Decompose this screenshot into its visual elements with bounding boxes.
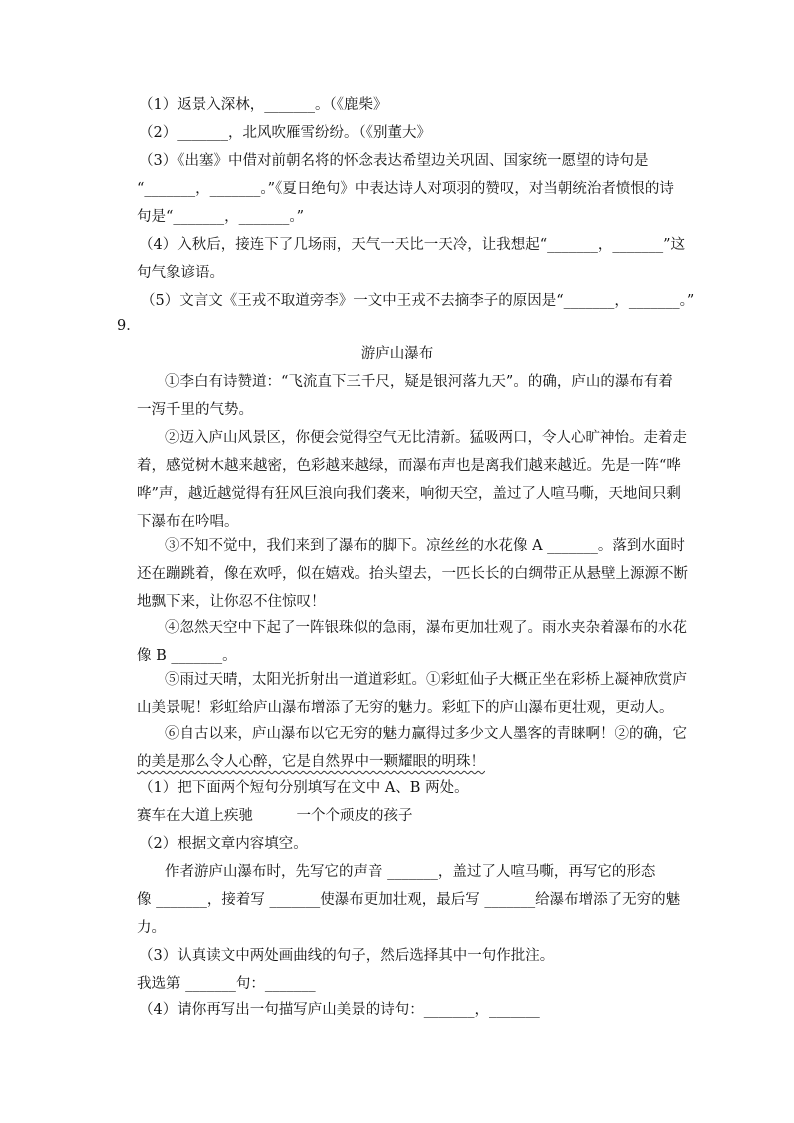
q8-item-3-line-2: “_______，_______。”《夏日绝句》中表达诗人对项羽的赞叹，对当朝统治者愤恨的诗 [137,181,674,197]
paragraph-1-line-1: ①李白有诗赞道：“飞流直下三千尺，疑是银河落九天”。的确，庐山的瀑布有着 [165,374,673,390]
q8-item-2: （2）_______，北风吹雁雪纷纷。（《别董大》 [139,125,431,141]
paragraph-3-line-2: 还在蹦跳着，像在欢呼，似在嬉戏。抬头望去，一匹长长的白绸带正从悬壁上源源不断 [137,566,688,582]
paragraph-2-line-4: 下瀑布在吟唱。 [137,514,239,530]
paragraph-2-line-1: ②迈入庐山风景区，你便会觉得空气无比清新。猛吸两口，令人心旷神怡。走着走 [165,430,687,446]
sub-question-2-line-3: 力。 [137,920,166,936]
sub-question-4: （4）请你再写出一句描写庐山美景的诗句：_______，_______ [139,1002,540,1018]
paragraph-4-line-2: 像 B _______。 [137,648,237,664]
sub-question-2-line-1: 作者游庐山瀑布时，先写它的声音 _______，盖过了人喧马嘶，再写它的形态 [165,864,656,880]
passage-title: 游庐山瀑布 [360,346,434,362]
q8-item-3-line-3: 句是“_______，_______。” [137,209,305,225]
q8-item-4-line-1: （4）入秋后，接连下了几场雨，天气一天比一天冷，让我想起“_______，_______”这 [139,237,686,253]
paragraph-5-line-2: 山美景呢！彩虹给庐山瀑布增添了无穷的魅力。彩虹下的庐山瀑布更壮观，更动人。 [137,700,674,716]
paragraph-2-line-2: 着，感觉树木越来越密，色彩越来越绿，而瀑布声也是离我们越来越近。先是一阵“哗 [137,458,681,474]
question-number: 9． [117,318,141,334]
q8-item-4-line-2: 句气象谚语。 [137,265,224,281]
paragraph-6-line-1: ⑥自古以来，庐山瀑布以它无穷的魅力赢得过多少文人墨客的青睐啊！②的确，它 [165,726,687,742]
paragraph-4-line-1: ④忽然天空中下起了一阵银珠似的急雨，瀑布更加壮观了。雨水夹杂着瀑布的水花 [165,620,687,636]
paragraph-1-line-2: 一泻千里的气势。 [137,402,253,418]
sub-question-2-line-2: 像 _______，接着写 _______使瀑布更加壮观，最后写 _______给瀑布增添了无穷的魅 [137,892,681,908]
q8-item-3-line-1: （3）《出塞》中借对前朝名将的怀念表达希望边关巩固、国家统一愿望的诗句是 [139,153,649,169]
sub-question-1: （1）把下面两个短句分别填写在文中 A、B 两处。 [139,780,469,796]
paragraph-5-line-1: ⑤雨过天晴，太阳光折射出一道道彩虹。①彩虹仙子大概正坐在彩桥上凝神欣赏庐 [165,672,687,688]
sub-question-1-options: 赛车在大道上疾驰 一个个顽皮的孩子 [137,808,413,824]
paragraph-3-line-1: ③不知不觉中，我们来到了瀑布的脚下。凉丝丝的水花像 A _______。落到水面时 [165,538,685,554]
paragraph-6-line-2: 的美是那么令人心醉，它是自然界中一颗耀眼的明珠！ [137,754,485,770]
sub-question-3: （3）认真读文中两处画曲线的句子，然后选择其中一句作批注。 [139,948,555,964]
q8-item-1: （1）返景入深林，_______。（《鹿柴》 [139,97,388,113]
paragraph-3-line-3: 地飘下来，让你忍不住惊叹！ [137,594,326,610]
q8-item-5: （5）文言文《王戎不取道旁李》一文中王戎不去摘李子的原因是“_______，_______。” [141,293,695,309]
paragraph-2-line-3: 哗”声，越近越觉得有狂风巨浪向我们袭来，响彻天空，盖过了人喧马嘶，天地间只剩 [137,486,681,502]
sub-question-3-answer-line: 我选第 _______句：_______ [137,976,316,992]
sub-question-2: （2）根据文章内容填空。 [139,836,308,852]
